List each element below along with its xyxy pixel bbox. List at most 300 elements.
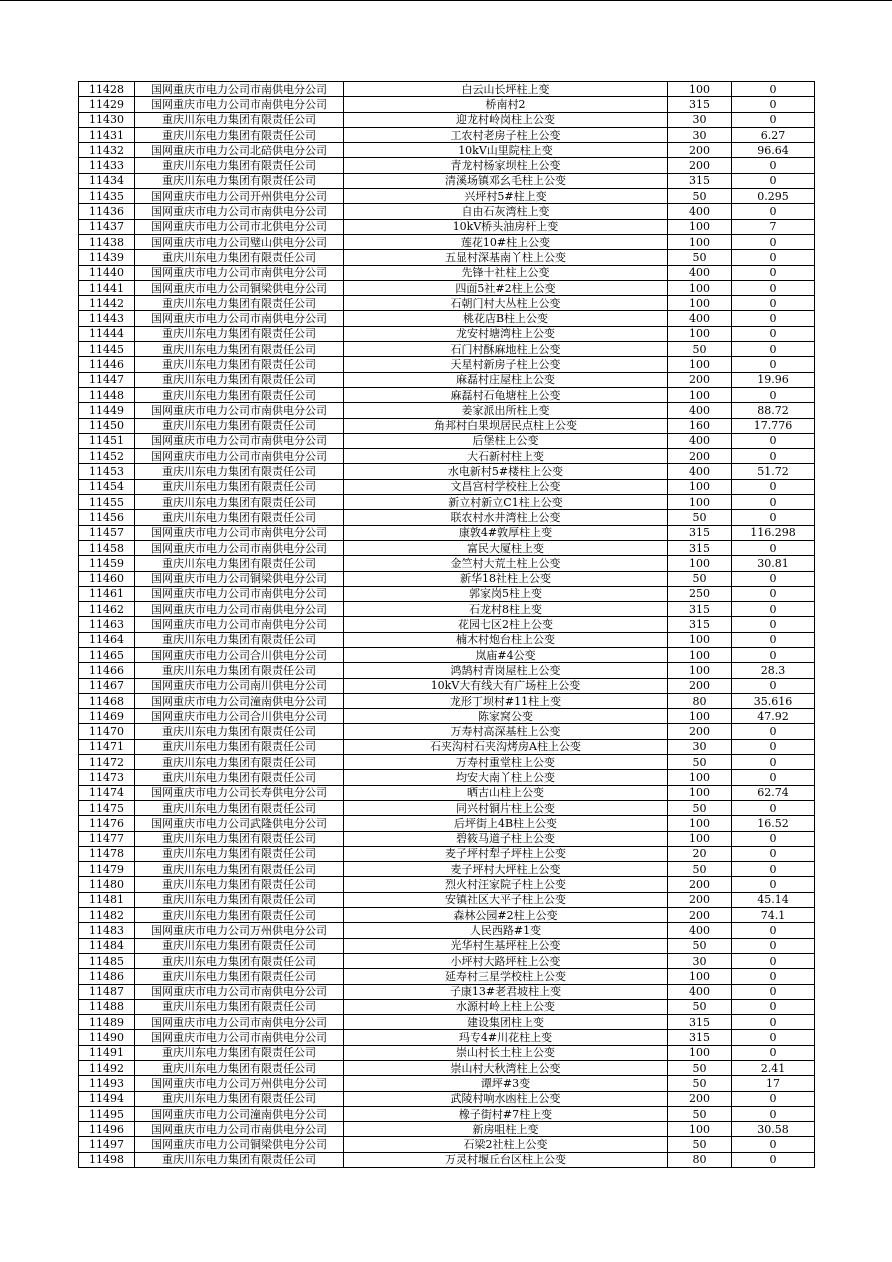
cell-name: 青龙村杨家坝柱上公变 [344, 158, 668, 173]
cell-id: 11471 [79, 739, 135, 754]
cell-capacity: 200 [668, 877, 732, 892]
cell-capacity: 100 [668, 770, 732, 785]
table-row [79, 280, 815, 295]
cell-name: 森林公园#2柱上公变 [344, 908, 668, 923]
cell-value: 51.72 [732, 464, 815, 479]
cell-capacity: 50 [668, 800, 732, 815]
cell-name: 后坪街上4B柱上公变 [344, 816, 668, 831]
cell-value: 0 [732, 938, 815, 953]
cell-name: 新华18社柱上公变 [344, 571, 668, 586]
cell-name: 金竺村大荒土柱上公变 [344, 556, 668, 571]
cell-name: 清溪场镇邓幺毛柱上公变 [344, 173, 668, 188]
cell-value: 0 [732, 724, 815, 739]
cell-id: 11470 [79, 724, 135, 739]
cell-capacity: 80 [668, 1152, 732, 1167]
cell-capacity: 400 [668, 984, 732, 999]
cell-org: 重庆川东电力集团有限责任公司 [135, 892, 344, 907]
cell-capacity: 400 [668, 923, 732, 938]
cell-org: 国网重庆市电力公司市南供电分公司 [135, 1122, 344, 1137]
cell-value: 116.298 [732, 525, 815, 540]
cell-name: 武陵村响水凼柱上公变 [344, 1091, 668, 1106]
cell-capacity: 100 [668, 1045, 732, 1060]
cell-name: 麦子坪村犁子坪柱上公变 [344, 846, 668, 861]
cell-name: 延寿村三星学校柱上公变 [344, 969, 668, 984]
cell-name: 崇山村长土柱上公变 [344, 1045, 668, 1060]
cell-id: 11460 [79, 571, 135, 586]
cell-id: 11453 [79, 464, 135, 479]
cell-value: 30.81 [732, 556, 815, 571]
cell-org: 重庆川东电力集团有限责任公司 [135, 357, 344, 372]
cell-value: 74.1 [732, 908, 815, 923]
cell-name: 万灵村堰丘台区柱上公变 [344, 1152, 668, 1167]
cell-name: 鸿鹄村青岗屋柱上公变 [344, 663, 668, 678]
table-row [79, 678, 815, 693]
cell-value: 0 [732, 923, 815, 938]
data-table [78, 81, 815, 1168]
table-row [79, 525, 815, 540]
cell-value: 0.295 [732, 189, 815, 204]
cell-org: 国网重庆市电力公司市南供电分公司 [135, 602, 344, 617]
cell-value: 0 [732, 510, 815, 525]
cell-value: 0 [732, 647, 815, 662]
cell-id: 11447 [79, 372, 135, 387]
cell-value: 0 [732, 387, 815, 402]
cell-value: 19.96 [732, 372, 815, 387]
cell-capacity: 100 [668, 663, 732, 678]
cell-capacity: 50 [668, 938, 732, 953]
cell-name: 文昌宫村学校柱上公变 [344, 479, 668, 494]
cell-value: 0 [732, 1137, 815, 1152]
cell-org: 国网重庆市电力公司市南供电分公司 [135, 984, 344, 999]
cell-value: 0 [732, 1106, 815, 1121]
cell-name: 联农村水井湾柱上公变 [344, 510, 668, 525]
cell-capacity: 315 [668, 525, 732, 540]
cell-org: 国网重庆市电力公司铜梁供电分公司 [135, 1137, 344, 1152]
cell-capacity: 200 [668, 372, 732, 387]
cell-org: 国网重庆市电力公司北碚供电分公司 [135, 143, 344, 158]
cell-id: 11434 [79, 173, 135, 188]
cell-capacity: 100 [668, 647, 732, 662]
cell-name: 10kV大有线大有广场柱上公变 [344, 678, 668, 693]
cell-id: 11449 [79, 403, 135, 418]
cell-capacity: 315 [668, 617, 732, 632]
cell-name: 人民西路#1变 [344, 923, 668, 938]
cell-org: 重庆川东电力集团有限责任公司 [135, 724, 344, 739]
cell-name: 麦子坪村大坪柱上公变 [344, 862, 668, 877]
table-row [79, 647, 815, 662]
cell-id: 11442 [79, 296, 135, 311]
cell-name: 石夹沟村石夹沟烤房A柱上公变 [344, 739, 668, 754]
cell-org: 国网重庆市电力公司万州供电分公司 [135, 1076, 344, 1091]
cell-name: 崇山村大秋湾柱上公变 [344, 1061, 668, 1076]
cell-capacity: 315 [668, 97, 732, 112]
cell-org: 国网重庆市电力公司市南供电分公司 [135, 97, 344, 112]
cell-id: 11433 [79, 158, 135, 173]
cell-value: 0 [732, 831, 815, 846]
cell-id: 11489 [79, 1015, 135, 1030]
cell-capacity: 50 [668, 571, 732, 586]
cell-id: 11494 [79, 1091, 135, 1106]
cell-org: 重庆川东电力集团有限责任公司 [135, 831, 344, 846]
cell-capacity: 50 [668, 189, 732, 204]
table-row [79, 265, 815, 280]
cell-value: 28.3 [732, 663, 815, 678]
cell-name: 桃花店B柱上公变 [344, 311, 668, 326]
cell-value: 0 [732, 617, 815, 632]
cell-name: 迎龙村岭岗柱上公变 [344, 112, 668, 127]
cell-id: 11473 [79, 770, 135, 785]
cell-org: 国网重庆市电力公司市南供电分公司 [135, 433, 344, 448]
cell-id: 11488 [79, 999, 135, 1014]
cell-org: 重庆川东电力集团有限责任公司 [135, 770, 344, 785]
cell-id: 11429 [79, 97, 135, 112]
cell-id: 11469 [79, 709, 135, 724]
cell-id: 11486 [79, 969, 135, 984]
cell-capacity: 315 [668, 173, 732, 188]
cell-name: 龙安村塘湾柱上公变 [344, 326, 668, 341]
cell-name: 五显村深基南丫柱上公变 [344, 250, 668, 265]
cell-value: 0 [732, 846, 815, 861]
table-row [79, 97, 815, 112]
table-body [79, 82, 815, 1168]
cell-id: 11467 [79, 678, 135, 693]
table-row [79, 877, 815, 892]
cell-value: 2.41 [732, 1061, 815, 1076]
cell-name: 先锋十社柱上公变 [344, 265, 668, 280]
cell-value: 0 [732, 82, 815, 97]
cell-org: 重庆川东电力集团有限责任公司 [135, 632, 344, 647]
table-row [79, 173, 815, 188]
table-row [79, 953, 815, 968]
cell-value: 0 [732, 999, 815, 1014]
table-row [79, 938, 815, 953]
cell-id: 11428 [79, 82, 135, 97]
cell-id: 11493 [79, 1076, 135, 1091]
cell-name: 新立村新立C1柱上公变 [344, 495, 668, 510]
cell-org: 国网重庆市电力公司开州供电分公司 [135, 189, 344, 204]
cell-org: 重庆川东电力集团有限责任公司 [135, 510, 344, 525]
cell-value: 0 [732, 770, 815, 785]
cell-name: 子康13#老君坡柱上变 [344, 984, 668, 999]
cell-value: 17.776 [732, 418, 815, 433]
cell-value: 0 [732, 311, 815, 326]
table-row [79, 862, 815, 877]
cell-org: 重庆川东电力集团有限责任公司 [135, 556, 344, 571]
cell-id: 11450 [79, 418, 135, 433]
cell-id: 11435 [79, 189, 135, 204]
cell-org: 重庆川东电力集团有限责任公司 [135, 1152, 344, 1167]
cell-id: 11477 [79, 831, 135, 846]
table-row [79, 449, 815, 464]
cell-capacity: 400 [668, 204, 732, 219]
cell-name: 万寿村高深基柱上公变 [344, 724, 668, 739]
cell-id: 11472 [79, 755, 135, 770]
cell-capacity: 50 [668, 755, 732, 770]
cell-name: 莲花10#柱上公变 [344, 234, 668, 249]
cell-value: 0 [732, 173, 815, 188]
cell-org: 重庆川东电力集团有限责任公司 [135, 953, 344, 968]
cell-name: 角邦村白果坝居民点柱上公变 [344, 418, 668, 433]
cell-value: 0 [732, 280, 815, 295]
cell-value: 16.52 [732, 816, 815, 831]
cell-org: 国网重庆市电力公司长寿供电分公司 [135, 785, 344, 800]
cell-id: 11446 [79, 357, 135, 372]
cell-name: 康敦4#敦厚柱上变 [344, 525, 668, 540]
cell-capacity: 315 [668, 1015, 732, 1030]
cell-capacity: 30 [668, 953, 732, 968]
cell-value: 0 [732, 1152, 815, 1167]
cell-org: 国网重庆市电力公司潼南供电分公司 [135, 1106, 344, 1121]
cell-name: 岚庙#4公变 [344, 647, 668, 662]
cell-name: 光华村生基坪柱上公变 [344, 938, 668, 953]
cell-org: 重庆川东电力集团有限责任公司 [135, 1061, 344, 1076]
cell-id: 11462 [79, 602, 135, 617]
cell-capacity: 200 [668, 678, 732, 693]
cell-value: 0 [732, 678, 815, 693]
cell-capacity: 100 [668, 785, 732, 800]
cell-name: 楠木村炮台柱上公变 [344, 632, 668, 647]
cell-name: 富民大厦柱上变 [344, 540, 668, 555]
cell-name: 花园七区2柱上公变 [344, 617, 668, 632]
cell-capacity: 100 [668, 234, 732, 249]
cell-value: 0 [732, 326, 815, 341]
table-row [79, 709, 815, 724]
cell-id: 11487 [79, 984, 135, 999]
cell-org: 重庆川东电力集团有限责任公司 [135, 663, 344, 678]
cell-value: 0 [732, 540, 815, 555]
table-row [79, 770, 815, 785]
cell-org: 国网重庆市电力公司合川供电分公司 [135, 709, 344, 724]
cell-org: 重庆川东电力集团有限责任公司 [135, 862, 344, 877]
table-row [79, 387, 815, 402]
table-row [79, 724, 815, 739]
table-row [79, 82, 815, 97]
table-row [79, 617, 815, 632]
cell-id: 11456 [79, 510, 135, 525]
cell-capacity: 200 [668, 892, 732, 907]
cell-capacity: 30 [668, 739, 732, 754]
cell-capacity: 100 [668, 709, 732, 724]
cell-org: 国网重庆市电力公司铜梁供电分公司 [135, 280, 344, 295]
cell-id: 11430 [79, 112, 135, 127]
cell-name: 碧筱马道子柱上公变 [344, 831, 668, 846]
cell-name: 水电新村5#楼柱上公变 [344, 464, 668, 479]
cell-capacity: 400 [668, 403, 732, 418]
table-row [79, 342, 815, 357]
cell-org: 重庆川东电力集团有限责任公司 [135, 464, 344, 479]
table-row [79, 372, 815, 387]
cell-value: 0 [732, 984, 815, 999]
cell-value: 0 [732, 632, 815, 647]
cell-capacity: 315 [668, 1030, 732, 1045]
cell-id: 11498 [79, 1152, 135, 1167]
table-row [79, 112, 815, 127]
cell-org: 重庆川东电力集团有限责任公司 [135, 1091, 344, 1106]
cell-capacity: 100 [668, 280, 732, 295]
cell-name: 均安大南丫柱上公变 [344, 770, 668, 785]
table-row [79, 495, 815, 510]
table-row [79, 326, 815, 341]
table-row [79, 433, 815, 448]
cell-capacity: 50 [668, 999, 732, 1014]
table-row [79, 418, 815, 433]
cell-id: 11437 [79, 219, 135, 234]
cell-value: 0 [732, 296, 815, 311]
cell-capacity: 400 [668, 433, 732, 448]
cell-capacity: 100 [668, 831, 732, 846]
cell-id: 11439 [79, 250, 135, 265]
cell-org: 国网重庆市电力公司万州供电分公司 [135, 923, 344, 938]
cell-org: 重庆川东电力集团有限责任公司 [135, 969, 344, 984]
cell-name: 大石新村柱上变 [344, 449, 668, 464]
cell-org: 国网重庆市电力公司市南供电分公司 [135, 1015, 344, 1030]
cell-capacity: 100 [668, 82, 732, 97]
table-row [79, 1122, 815, 1137]
cell-value: 0 [732, 342, 815, 357]
table-row [79, 663, 815, 678]
cell-org: 重庆川东电力集团有限责任公司 [135, 495, 344, 510]
cell-org: 重庆川东电力集团有限责任公司 [135, 387, 344, 402]
cell-id: 11468 [79, 693, 135, 708]
cell-org: 重庆川东电力集团有限责任公司 [135, 1045, 344, 1060]
cell-id: 11482 [79, 908, 135, 923]
cell-value: 0 [732, 112, 815, 127]
cell-capacity: 30 [668, 112, 732, 127]
cell-org: 国网重庆市电力公司市南供电分公司 [135, 311, 344, 326]
cell-id: 11448 [79, 387, 135, 402]
table-row [79, 204, 815, 219]
cell-value: 45.14 [732, 892, 815, 907]
table-row [79, 923, 815, 938]
cell-value: 0 [732, 265, 815, 280]
cell-capacity: 100 [668, 969, 732, 984]
cell-name: 陈家窝公变 [344, 709, 668, 724]
table-row [79, 234, 815, 249]
cell-capacity: 100 [668, 479, 732, 494]
cell-name: 自由石灰湾柱上变 [344, 204, 668, 219]
cell-org: 重庆川东电力集团有限责任公司 [135, 326, 344, 341]
table-row [79, 892, 815, 907]
table-row [79, 602, 815, 617]
table-row [79, 464, 815, 479]
cell-id: 11444 [79, 326, 135, 341]
cell-org: 重庆川东电力集团有限责任公司 [135, 877, 344, 892]
cell-capacity: 315 [668, 602, 732, 617]
table-row [79, 693, 815, 708]
cell-id: 11457 [79, 525, 135, 540]
cell-value: 0 [732, 234, 815, 249]
cell-value: 0 [732, 1091, 815, 1106]
cell-name: 万寿村重堂柱上公变 [344, 755, 668, 770]
cell-id: 11443 [79, 311, 135, 326]
table-row [79, 127, 815, 142]
cell-org: 国网重庆市电力公司市南供电分公司 [135, 204, 344, 219]
table-row [79, 1061, 815, 1076]
table-row [79, 1091, 815, 1106]
cell-name: 姜家派出所柱上变 [344, 403, 668, 418]
cell-capacity: 400 [668, 311, 732, 326]
cell-capacity: 80 [668, 693, 732, 708]
table-row [79, 556, 815, 571]
cell-org: 重庆川东电力集团有限责任公司 [135, 908, 344, 923]
cell-value: 0 [732, 357, 815, 372]
cell-name: 兴坪村5#柱上变 [344, 189, 668, 204]
cell-value: 0 [732, 862, 815, 877]
cell-id: 11475 [79, 800, 135, 815]
cell-id: 11463 [79, 617, 135, 632]
cell-id: 11432 [79, 143, 135, 158]
cell-capacity: 50 [668, 1076, 732, 1091]
cell-value: 62.74 [732, 785, 815, 800]
cell-capacity: 100 [668, 357, 732, 372]
cell-id: 11431 [79, 127, 135, 142]
cell-value: 7 [732, 219, 815, 234]
cell-value: 0 [732, 800, 815, 815]
cell-capacity: 50 [668, 1061, 732, 1076]
cell-id: 11438 [79, 234, 135, 249]
cell-id: 11452 [79, 449, 135, 464]
table-row [79, 540, 815, 555]
cell-capacity: 200 [668, 908, 732, 923]
cell-name: 白云山长坪柱上变 [344, 82, 668, 97]
cell-capacity: 50 [668, 862, 732, 877]
table-row [79, 143, 815, 158]
cell-id: 11466 [79, 663, 135, 678]
table-row [79, 1045, 815, 1060]
table-row [79, 1030, 815, 1045]
table-row [79, 1137, 815, 1152]
cell-name: 玛专4#川花柱上变 [344, 1030, 668, 1045]
cell-value: 0 [732, 1015, 815, 1030]
cell-name: 工农村老房子柱上公变 [344, 127, 668, 142]
cell-value: 0 [732, 969, 815, 984]
cell-value: 35.616 [732, 693, 815, 708]
cell-name: 小坪村大路坪柱上公变 [344, 953, 668, 968]
cell-name: 10kV山里院柱上变 [344, 143, 668, 158]
cell-org: 国网重庆市电力公司市南供电分公司 [135, 586, 344, 601]
cell-org: 重庆川东电力集团有限责任公司 [135, 296, 344, 311]
cell-value: 0 [732, 97, 815, 112]
table-row [79, 250, 815, 265]
cell-capacity: 50 [668, 510, 732, 525]
cell-name: 10kV桥头油房杆上变 [344, 219, 668, 234]
cell-name: 桥南村2 [344, 97, 668, 112]
table-row [79, 571, 815, 586]
cell-capacity: 200 [668, 449, 732, 464]
cell-org: 国网重庆市电力公司铜梁供电分公司 [135, 571, 344, 586]
cell-capacity: 100 [668, 632, 732, 647]
cell-id: 11436 [79, 204, 135, 219]
cell-capacity: 100 [668, 219, 732, 234]
cell-capacity: 315 [668, 540, 732, 555]
cell-org: 重庆川东电力集团有限责任公司 [135, 418, 344, 433]
cell-id: 11496 [79, 1122, 135, 1137]
cell-name: 建设集团柱上变 [344, 1015, 668, 1030]
cell-org: 国网重庆市电力公司市南供电分公司 [135, 525, 344, 540]
cell-id: 11485 [79, 953, 135, 968]
cell-name: 安镇社区大平子柱上公变 [344, 892, 668, 907]
cell-org: 国网重庆市电力公司市南供电分公司 [135, 449, 344, 464]
cell-value: 6.27 [732, 127, 815, 142]
cell-name: 烈火村汪家院子柱上公变 [344, 877, 668, 892]
cell-id: 11483 [79, 923, 135, 938]
cell-id: 11474 [79, 785, 135, 800]
cell-capacity: 30 [668, 127, 732, 142]
cell-capacity: 100 [668, 387, 732, 402]
table-row [79, 311, 815, 326]
cell-org: 国网重庆市电力公司市南供电分公司 [135, 540, 344, 555]
cell-name: 同兴村铜片柱上公变 [344, 800, 668, 815]
